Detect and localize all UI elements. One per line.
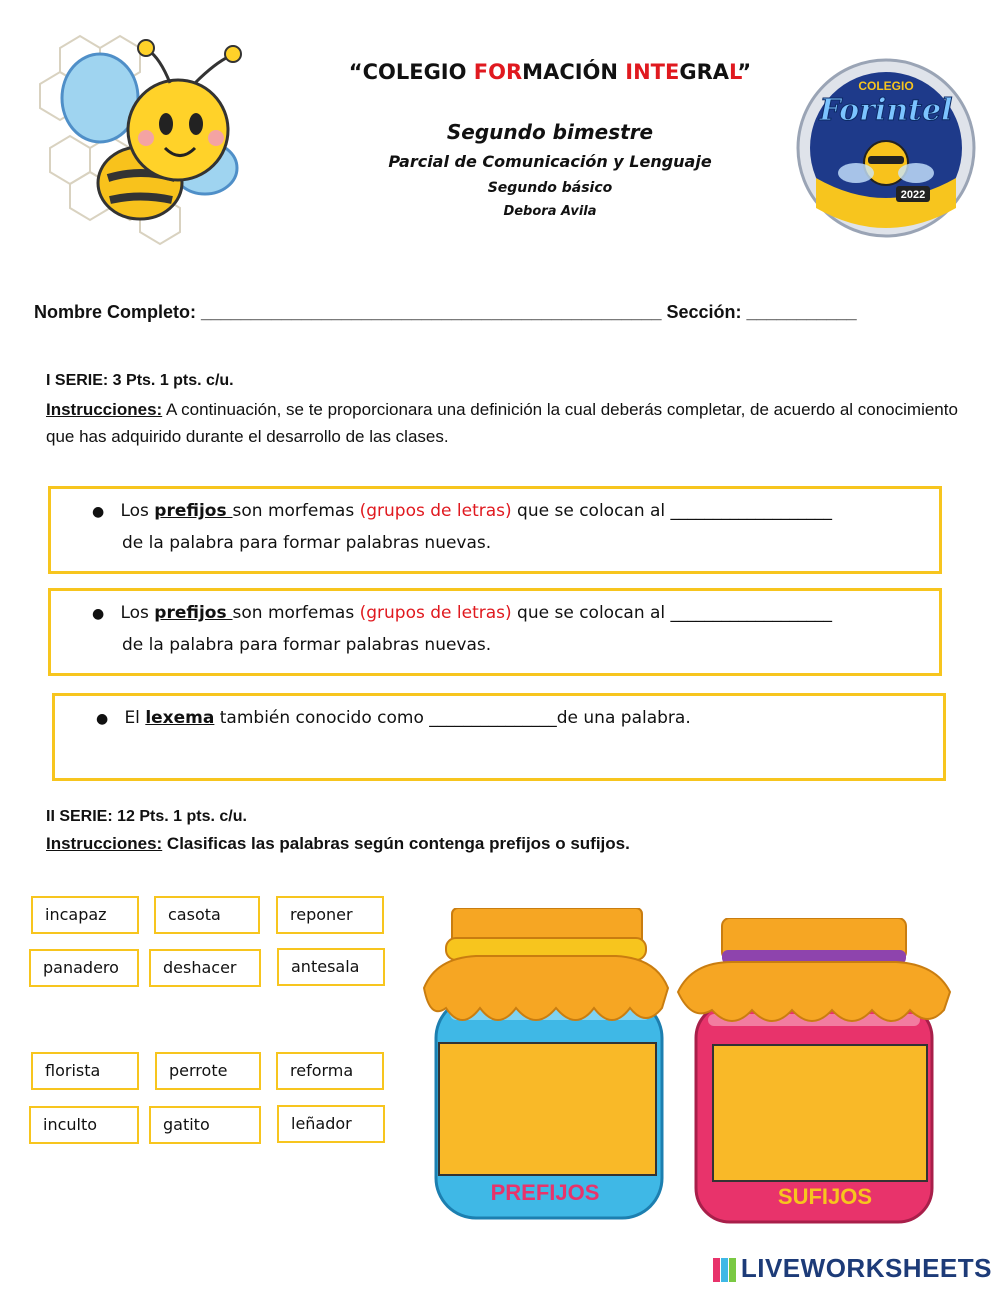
- school-title: “COLEGIO FORMACIÓN INTEGRAL”: [348, 60, 752, 84]
- school-badge-logo: [796, 58, 976, 238]
- badge-year-text: 2022: [900, 189, 926, 201]
- definition-3-text[interactable]: ● El lexema también conocido como _______________de una palabra.: [96, 708, 691, 728]
- word-tile[interactable]: incapaz: [31, 896, 139, 934]
- word-tile[interactable]: deshacer: [149, 949, 261, 987]
- liveworksheets-logo: LIVEWORKSHEETS: [713, 1253, 992, 1284]
- serie2-instructions: [46, 830, 966, 857]
- drop-zone-sufijos[interactable]: [712, 1044, 928, 1182]
- serie2-instructions-label: Instrucciones:: [46, 834, 163, 853]
- teacher-name: Debora Avila: [503, 204, 597, 219]
- serie1-instructions: [46, 396, 966, 450]
- jar-label-sufijos: SUFIJOS: [777, 1184, 873, 1209]
- serie2-instructions-text: Clasificas las palabras según contenga prefijos o sufijos.: [162, 834, 630, 853]
- exam-title: Parcial de Comunicación y Lenguaje: [388, 152, 712, 171]
- student-name-line[interactable]: Nombre Completo: ______________________________________________ Sección: ___________: [34, 302, 857, 322]
- bee-illustration: [30, 28, 260, 248]
- definition-2-text[interactable]: ● Los prefijos son morfemas (grupos de letras) que se colocan al ___________________ de la palabra para formar palabras nuevas.: [92, 603, 833, 655]
- serie1-title: I SERIE: 3 Pts. 1 pts. c/u.: [46, 372, 234, 389]
- grade-label: Segundo básico: [487, 180, 613, 196]
- word-tile[interactable]: reforma: [276, 1052, 384, 1090]
- term-title: Segundo bimestre: [446, 120, 654, 144]
- serie1-instructions-label: Instrucciones:: [46, 400, 163, 419]
- word-tile[interactable]: panadero: [29, 949, 139, 987]
- word-tile[interactable]: reponer: [276, 896, 384, 934]
- badge-name-text: Forintel: [819, 93, 953, 128]
- liveworksheets-icon: [713, 1258, 737, 1282]
- word-tile[interactable]: leñador: [277, 1105, 385, 1143]
- word-tile[interactable]: florista: [31, 1052, 139, 1090]
- word-tile[interactable]: inculto: [29, 1106, 139, 1144]
- word-tile[interactable]: gatito: [149, 1106, 261, 1144]
- bullet-icon: ●: [92, 504, 105, 520]
- word-tile[interactable]: antesala: [277, 948, 385, 986]
- bullet-icon: ●: [96, 711, 109, 727]
- word-tile[interactable]: casota: [154, 896, 260, 934]
- serie1-instructions-text: A continuación, se te proporcionara una definición la cual deberás completar, de acuerdo al conocimiento que has adquirido durante el desarrollo de las clases.: [46, 400, 958, 446]
- drop-zone-prefijos[interactable]: [438, 1042, 657, 1176]
- bullet-icon: ●: [92, 606, 105, 622]
- definition-1-text[interactable]: ● Los prefijos son morfemas (grupos de letras) que se colocan al ___________________ de la palabra para formar palabras nuevas.: [92, 501, 833, 553]
- jar-label-prefijos: PREFIJOS: [490, 1180, 600, 1205]
- badge-top-text: COLEGIO: [858, 79, 914, 93]
- word-tile[interactable]: perrote: [155, 1052, 261, 1090]
- serie2-title: II SERIE: 12 Pts. 1 pts. c/u.: [46, 808, 247, 825]
